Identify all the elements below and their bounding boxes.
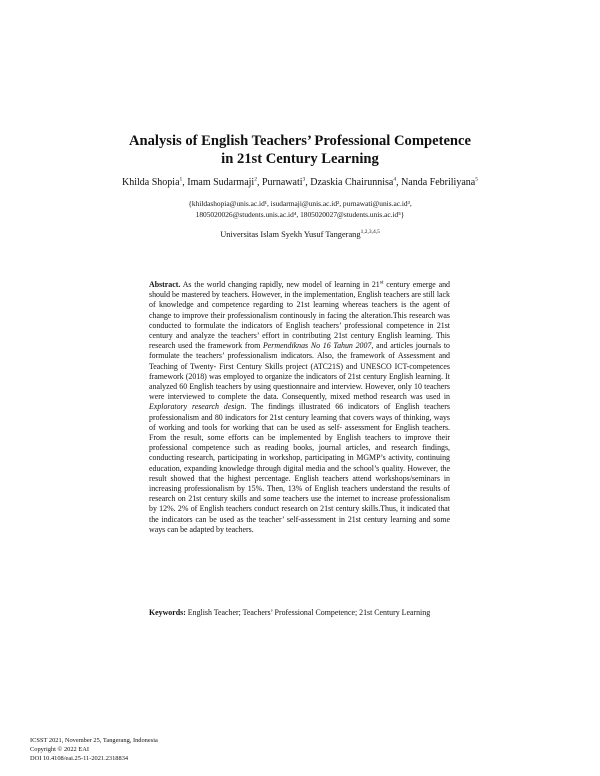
keywords xyxy=(149,608,450,618)
keywords-text: English Teacher; Teachers’ Professional Competence; 21st Century Learning xyxy=(185,608,431,617)
paper-title-line-2: in 21st Century Learning xyxy=(221,151,379,167)
abstract xyxy=(149,280,450,535)
page-footer xyxy=(30,736,330,763)
abstract-italic-term: Exploratory research design xyxy=(149,402,245,412)
footer-doi: DOI 10.4108/eai.25-11-2021.2318834 xyxy=(30,755,129,762)
abstract-text: , and articles journals to formulate the teachers’ professionalism indicators. Also, the framework of Assessment and Teaching of Twenty- First Century Skills project (ATC21S) and UNESCO ICT-competences framework (2018) was employed to organize the indicators of 21st century English learning. It analyzed 60 English teachers by using questionnaire and interview. However, only 10 teachers were interviewed to complete the data. Consequently, mixed method research was used in xyxy=(149,341,450,402)
author-affiliation-number: 1 xyxy=(179,176,183,183)
author-name: Purnawati xyxy=(261,177,303,188)
footer-copyright: Copyright © 2022 EAI xyxy=(30,746,89,753)
author-affiliation-number: 5 xyxy=(475,176,478,183)
author-name: Imam Sudarmaji xyxy=(187,177,255,188)
author-emails xyxy=(60,198,540,220)
affiliation-name: Universitas Islam Syekh Yusuf Tangerang xyxy=(220,230,361,239)
paper-title-line-1: Analysis of English Teachers’ Professional Competence xyxy=(128,133,471,149)
author-affiliation-number: 4 xyxy=(393,176,397,183)
author-name: Khilda Shopia xyxy=(122,177,180,188)
author-affiliation-number: 2 xyxy=(254,176,257,183)
footer-conference: ICSST 2021, November 25, Tangerang, Indonesia xyxy=(30,737,158,744)
abstract-text: As the world changing rapidly, new model of learning in 21 xyxy=(180,280,380,289)
author-affiliation-number: 3 xyxy=(302,176,306,183)
author-list: Khilda Shopia$^1$, Imam Sudarmaji$^2$, Purnawati$^3$, Dzaskia Chairunnisa$^4$, Nanda Febriliyana$^5$ xyxy=(122,176,478,188)
author-name: Nanda Febriliyana xyxy=(401,177,476,188)
affiliation-numbers: 1,2,3,4,5 xyxy=(360,229,380,236)
abstract-text: . The findings illustrated 66 indicators of English teachers professionalism and 80 indicators for 21st century learning that covers ways of thinking, ways of working and tools for working that can be used as self- assessment for English teachers. From the result, some efforts can be implemented by English teachers to improve their professional competence such as reading books, journal articles, and research findings, conducting research, participating in workshop, participating in MGMP’s activity, continuing education, expanding knowledge through digital media and the school’s quality. However, the result showed that the highest percentage. English teachers attend workshops/seminars in increasing professionalism by 15%. Then, 13% of English teachers understand the results of research on 21st century skills and some teachers use the internet to increase professionalism by 12%. 2% of English teachers conduct research on 21st century skills.Thus, it indicated that the indicators can be used as the teacher’ self-assessment in 21st century learning and some ways can be adapted by teachers. xyxy=(149,402,451,534)
affiliation xyxy=(60,229,540,240)
abstract-label: Abstract. xyxy=(149,280,181,289)
abstract-italic-reference: Permendiknas No 16 Tahun 2007 xyxy=(262,341,372,351)
abstract-superscript: st xyxy=(379,279,384,286)
author-name: Dzaskia Chairunnisa xyxy=(310,177,394,188)
email-line-2: 1805020026@students.unis.ac.id⁴, 1805020027@students.unis.ac.id⁵} xyxy=(195,210,405,219)
email-line-1: {khildashopia@unis.ac.id¹, isudarmaji@unis.ac.id², purnawati@unis.ac.id³, xyxy=(188,199,412,208)
abstract-text: century emerge and should be mastered by teachers. However, in the implementation, English teachers are still lack of knowledge and competence regarding to 21st learning whereas teachers is the agent of change to improve their professionalism continously in facing the alteration.This research was conducted to formulate the indicators of English teachers’ professional competence in 21st century and analyze the teachers’ effort in contributing 21st century English learning. This research used the framework from xyxy=(149,280,450,351)
keywords-label: Keywords: xyxy=(149,608,186,617)
